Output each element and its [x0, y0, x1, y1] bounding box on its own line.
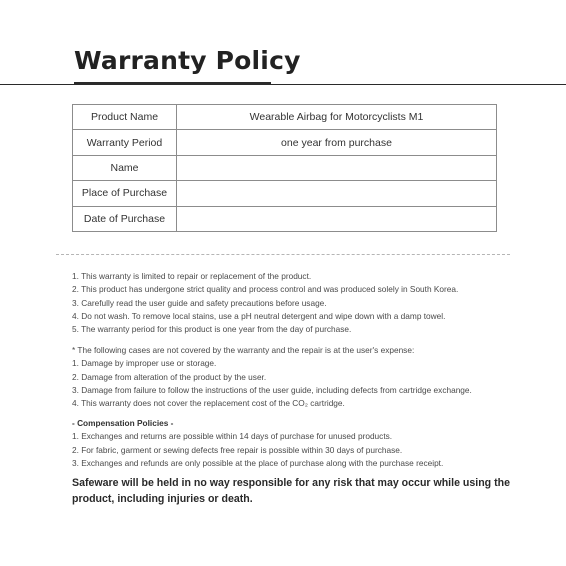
list-item: 4. Do not wash. To remove local stains, use a pH neutral detergent and wipe down with a damp towel.: [72, 310, 446, 321]
row-value-place-of-purchase[interactable]: [177, 181, 497, 206]
list-item: 3. Carefully read the user guide and safety precautions before usage.: [72, 297, 327, 308]
section-divider: [56, 254, 510, 255]
exclusions-intro: * The following cases are not covered by the warranty and the repair is at the user's expense:: [72, 345, 415, 355]
list-item: 2. For fabric, garment or sewing defects free repair is possible within 30 days of purchase.: [72, 444, 403, 455]
list-item: 2. This product has undergone strict quality and process control and was produced solely in South Korea.: [72, 284, 459, 295]
list-item: 1. This warranty is limited to repair or replacement of the product.: [72, 271, 312, 281]
row-label-place-of-purchase: Place of Purchase: [73, 181, 177, 206]
exclusions-list: [72, 344, 472, 410]
list-item: 3. Exchanges and refunds are only possible at the place of purchase along with the purchase receipt.: [72, 457, 444, 468]
row-label-warranty-period: Warranty Period: [73, 130, 177, 155]
list-item: 1. Damage by improper use or storage.: [72, 358, 217, 369]
table-row: [73, 206, 497, 231]
row-value-date-of-purchase[interactable]: [177, 206, 497, 231]
list-item: 3. Damage from failure to follow the instructions of the user guide, including defects from cartridge exchange.: [72, 384, 472, 395]
table-row: [73, 130, 497, 155]
list-item: 2. Damage from alteration of the product by the user.: [72, 371, 267, 382]
page-title: Warranty Policy: [74, 46, 301, 75]
table-row: [73, 181, 497, 206]
row-label-product-name: Product Name: [73, 105, 177, 130]
list-item: 1. Exchanges and returns are possible within 14 days of purchase for unused products.: [72, 431, 393, 442]
row-value-warranty-period: one year from purchase: [177, 130, 497, 155]
warranty-info-table: [72, 104, 497, 232]
title-underline: [74, 82, 271, 85]
row-value-product-name: Wearable Airbag for Motorcyclists M1: [177, 105, 497, 130]
compensation-heading: - Compensation Policies -: [72, 418, 174, 428]
liability-disclaimer: Safeware will be held in no way responsible for any risk that may occur while using the product, including injuries or death.: [72, 477, 510, 505]
list-item: 4. This warranty does not cover the replacement cost of the CO₂ cartridge.: [72, 398, 345, 409]
list-item: 5. The warranty period for this product is one year from the day of purchase.: [72, 324, 352, 335]
row-value-name[interactable]: [177, 155, 497, 180]
row-label-name: Name: [73, 155, 177, 180]
compensation-list: [72, 417, 443, 470]
table-row: [73, 105, 497, 130]
terms-list: [72, 270, 458, 336]
table-row: [73, 155, 497, 180]
row-label-date-of-purchase: Date of Purchase: [73, 206, 177, 231]
